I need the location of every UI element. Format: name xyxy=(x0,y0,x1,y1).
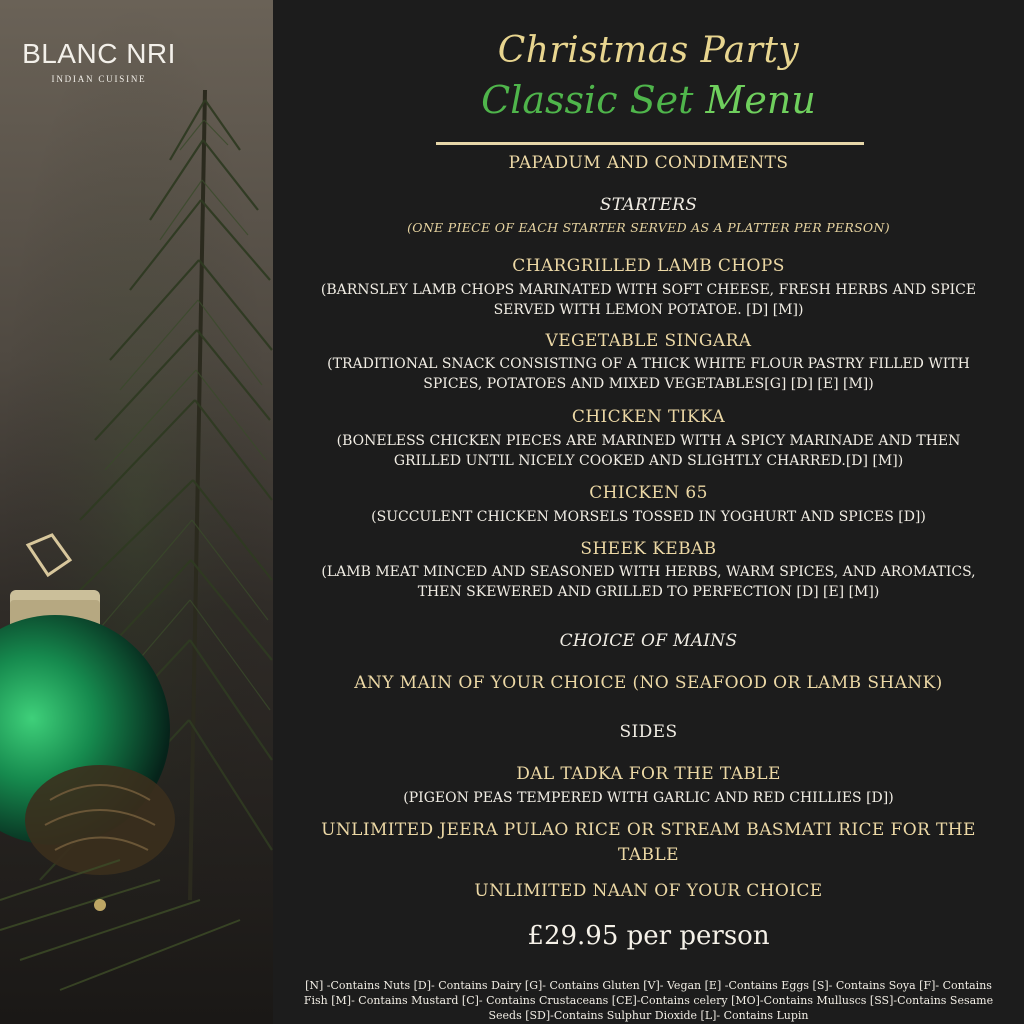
menu-title-line1: Christmas Party xyxy=(497,30,800,71)
brand-tagline: INDIAN CUISINE xyxy=(51,74,147,84)
menu-title-line2 xyxy=(273,78,1024,122)
allergen-legend-line: Seeds [SD]-Contains Sulphur Dioxide [L]- Contains Lupin xyxy=(488,1009,809,1022)
starters-note: (ONE PIECE OF EACH STARTER SERVED AS A PLATTER PER PERSON) xyxy=(407,220,890,235)
mains-item: ANY MAIN OF YOUR CHOICE (NO SEAFOOD OR LAMB SHANK) xyxy=(354,673,943,693)
starter-name: CHICKEN 65 xyxy=(589,483,708,503)
side-rice-line1: UNLIMITED JEERA PULAO RICE OR STREAM BASMATI RICE FOR THE xyxy=(321,820,976,840)
side-dal-desc: (PIGEON PEAS TEMPERED WITH GARLIC AND RED CHILLIES [D]) xyxy=(403,790,894,806)
allergen-legend-line: [N] -Contains Nuts [D]- Contains Dairy [G]- Contains Gluten [V]- Vegan [E] -Contains Eggs [S]- Contains Soya [F]- Contains xyxy=(305,979,992,992)
starter-desc: (SUCCULENT CHICKEN MORSELS TOSSED IN YOGHURT AND SPICES [D]) xyxy=(371,509,926,525)
christmas-tree-illustration xyxy=(0,0,273,1024)
starter-desc: (BARNSLEY LAMB CHOPS MARINATED WITH SOFT CHEESE, FRESH HERBS AND SPICE xyxy=(320,282,977,298)
starter-desc: THEN SKEWERED AND GRILLED TO PERFECTION [D] [E] [M]) xyxy=(417,584,880,600)
christmas-tree-photo xyxy=(0,0,273,1024)
starter-desc: SERVED WITH LEMON POTATOE. [D] [M]) xyxy=(493,302,804,318)
starter-name: CHICKEN TIKKA xyxy=(571,407,726,427)
menu-title-classic-set: Classic Set xyxy=(481,78,694,122)
allergen-legend-line: Fish [M]- Contains Mustard [C]- Contains Crustaceans [CE]-Contains celery [MO]-Contains Mulluscs [SS]-Contains Sesame xyxy=(303,994,994,1007)
title-divider xyxy=(436,142,864,145)
starter-desc: (BONELESS CHICKEN PIECES ARE MARINED WITH A SPICY MARINADE AND THEN xyxy=(336,433,961,449)
starter-desc: (TRADITIONAL SNACK CONSISTING OF A THICK WHITE FLOUR PASTRY FILLED WITH xyxy=(327,356,970,372)
side-rice-line2: TABLE xyxy=(618,845,679,865)
side-dal-name: DAL TADKA FOR THE TABLE xyxy=(516,764,781,784)
menu-panel xyxy=(273,0,1024,1024)
starter-name: VEGETABLE SINGARA xyxy=(545,331,752,351)
sides-heading: SIDES xyxy=(619,722,678,742)
brand-logo xyxy=(0,38,198,84)
side-naan: UNLIMITED NAAN OF YOUR CHOICE xyxy=(474,881,823,901)
mains-heading: CHOICE OF MAINS xyxy=(559,631,738,651)
price: £29.95 per person xyxy=(527,921,770,951)
brand-name: BLANC NRI xyxy=(22,38,176,69)
starter-desc: (LAMB MEAT MINCED AND SEASONED WITH HERBS, WARM SPICES, AND AROMATICS, xyxy=(321,564,976,580)
papadum-heading: PAPADUM AND CONDIMENTS xyxy=(508,153,789,173)
starter-desc: GRILLED UNTIL NICELY COOKED AND SLIGHTLY CHARRED.[D] [M]) xyxy=(393,453,904,469)
menu-title-menu: Menu xyxy=(705,78,816,122)
starter-desc: SPICES, POTATOES AND MIXED VEGETABLES[G] [D] [E] [M]) xyxy=(423,376,874,392)
starter-name: CHARGRILLED LAMB CHOPS xyxy=(512,256,785,276)
starter-name: SHEEK KEBAB xyxy=(580,539,717,559)
starters-heading: STARTERS xyxy=(599,195,698,215)
